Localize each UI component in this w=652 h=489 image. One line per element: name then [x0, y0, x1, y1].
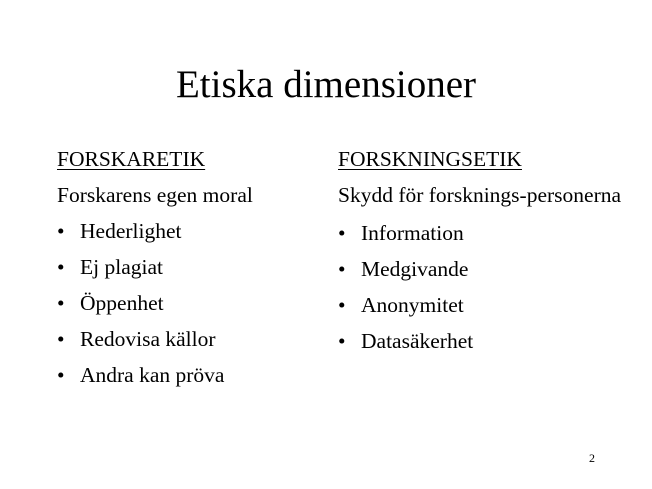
right-column: [338, 146, 638, 364]
bullet-icon: •: [338, 293, 346, 317]
list-item: [57, 326, 317, 352]
list-item-label: Redovisa källor: [80, 327, 216, 351]
list-item-label: Andra kan pröva: [80, 363, 225, 387]
list-item: [57, 362, 317, 388]
bullet-icon: •: [57, 327, 65, 351]
bullet-icon: •: [57, 219, 65, 243]
list-item: [57, 290, 317, 316]
list-item: [338, 220, 638, 246]
list-item-label: Ej plagiat: [80, 255, 163, 279]
slide-title: Etiska dimensioner: [175, 63, 477, 106]
left-column-heading: FORSKARETIK: [57, 147, 206, 171]
list-item: [338, 292, 638, 318]
right-column-heading: FORSKNINGSETIK: [338, 147, 522, 171]
right-bullet-list: [338, 220, 638, 354]
page-number: 2: [589, 451, 595, 465]
bullet-icon: •: [57, 255, 65, 279]
list-item-label: Medgivande: [361, 257, 469, 281]
list-item-label: Hederlighet: [80, 219, 182, 243]
list-item: [57, 254, 317, 280]
bullet-icon: •: [57, 291, 65, 315]
list-item-label: Öppenhet: [80, 291, 164, 315]
list-item-label: Information: [361, 221, 464, 245]
left-column-subheading: Forskarens egen moral: [57, 183, 253, 207]
bullet-icon: •: [57, 363, 65, 387]
list-item: [338, 328, 638, 354]
bullet-icon: •: [338, 329, 346, 353]
bullet-icon: •: [338, 221, 346, 245]
list-item: [338, 256, 638, 282]
left-bullet-list: [57, 218, 317, 388]
bullet-icon: •: [338, 257, 346, 281]
list-item-label: Anonymitet: [361, 293, 464, 317]
right-column-subheading: Skydd för forsknings-personerna: [338, 183, 622, 207]
list-item: [57, 218, 317, 244]
left-column: [57, 146, 317, 398]
list-item-label: Datasäkerhet: [361, 329, 474, 353]
